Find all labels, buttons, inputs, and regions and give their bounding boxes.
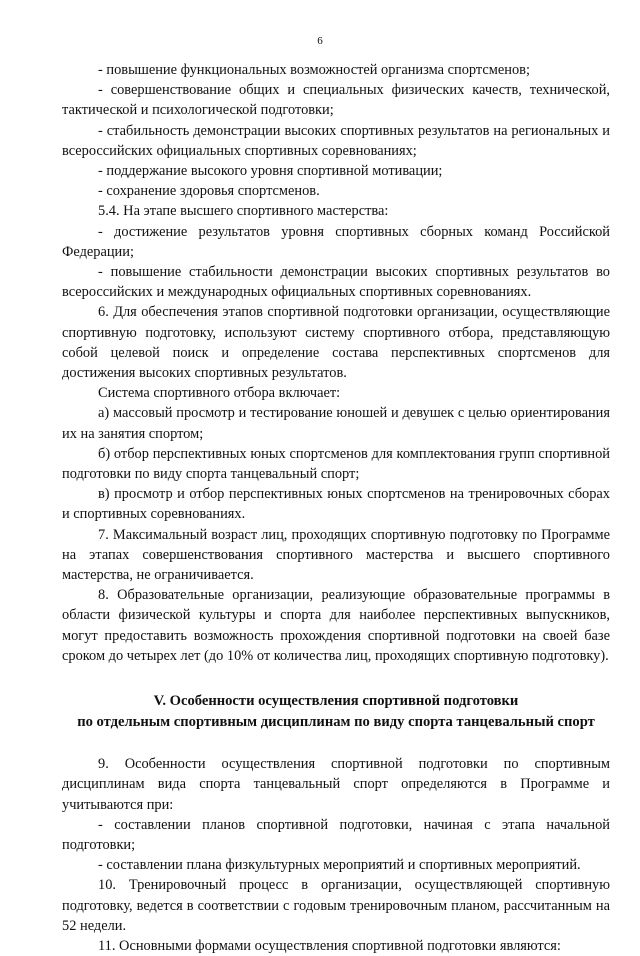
paragraph-selection-c: в) просмотр и отбор перспективных юных спортсменов на тренировочных сборах и спортивных соревнованиях.: [62, 486, 610, 523]
section-heading-v: [62, 691, 610, 733]
paragraph-6-selection-system: 6. Для обеспечения этапов спортивной подготовки организации, осуществляющие спортивную подготовку, используют систему спортивного отбора, представляющую собой целевой поиск и определение состава перспективных спортсменов для достижения высоких спортивных результатов.: [62, 304, 610, 382]
paragraph-training-plans: - составлении планов спортивной подготовки, начиная с этапа начальной подготовки;: [62, 816, 610, 853]
paragraph-10-training-process: 10. Тренировочный процесс в организации, осуществляющей спортивную подготовку, ведется в соответствии с годовым тренировочным планом, рассчитанным на 52 недели.: [62, 877, 610, 934]
paragraph-selection-a: а) массовый просмотр и тестирование юношей и девушек с целью ориентирования их на занятия спортом;: [62, 405, 610, 442]
section-heading-line-1: V. Особенности осуществления спортивной подготовки: [153, 693, 519, 710]
section-heading-line-2: по отдельным спортивным дисциплинам по виду спорта танцевальный спорт: [77, 714, 595, 731]
paragraph-physical-qualities: - совершенствование общих и специальных физических качеств, технической, тактической и психологической подготовки;: [62, 82, 610, 119]
paragraph-results-stability: - стабильность демонстрации высоких спортивных результатов на региональных и всероссийских официальных спортивных соревнованиях;: [62, 122, 610, 159]
paragraph-5-4: 5.4. На этапе высшего спортивного мастерства:: [98, 203, 389, 220]
paragraph-11-main-forms: 11. Основными формами осуществления спортивной подготовки являются:: [98, 937, 561, 954]
paragraph-8-educational-orgs: 8. Образовательные организации, реализующие образовательные программы в области физической культуры и спорта для наиболее перспективных выпускников, могут предоставить возможность прохождения спортивной подготовки на своей базе сроком до четырех лет (до 10% от количества лиц, проходящих спортивную подготовку).: [62, 587, 610, 664]
paragraph-national-team-level: - достижение результатов уровня спортивных сборных команд Российской Федерации;: [62, 223, 610, 260]
paragraph-selection-includes: Система спортивного отбора включает:: [98, 385, 341, 402]
page-number: 6: [317, 35, 323, 47]
paragraph-7-max-age: 7. Максимальный возраст лиц, проходящих спортивную подготовку по Программе на этапах совершенствования спортивного мастерства и высшего спортивного мастерства, не ограничивается.: [62, 526, 610, 584]
paragraph-9-features: 9. Особенности осуществления спортивной подготовки по спортивным дисциплинам вида спорта танцевальный спорт определяются в Программе и учитываются при:: [62, 756, 610, 813]
document-body: [62, 60, 610, 956]
paragraph-selection-b: б) отбор перспективных юных спортсменов для комплектования групп спортивной подготовки по виду спорта танцевальный спорт;: [62, 445, 610, 483]
paragraph-international-stability: - повышение стабильности демонстрации высоких спортивных результатов во всероссийских и международных официальных спортивных соревнованиях.: [62, 264, 610, 301]
paragraph-health: - сохранение здоровья спортсменов.: [98, 183, 320, 200]
paragraph-events-plan: - составлении плана физкультурных мероприятий и спортивных мероприятий.: [98, 857, 581, 874]
paragraph-motivation: - поддержание высокого уровня спортивной мотивации;: [98, 163, 443, 180]
paragraph-functional-capacity: - повышение функциональных возможностей организма спортсменов;: [98, 62, 530, 78]
